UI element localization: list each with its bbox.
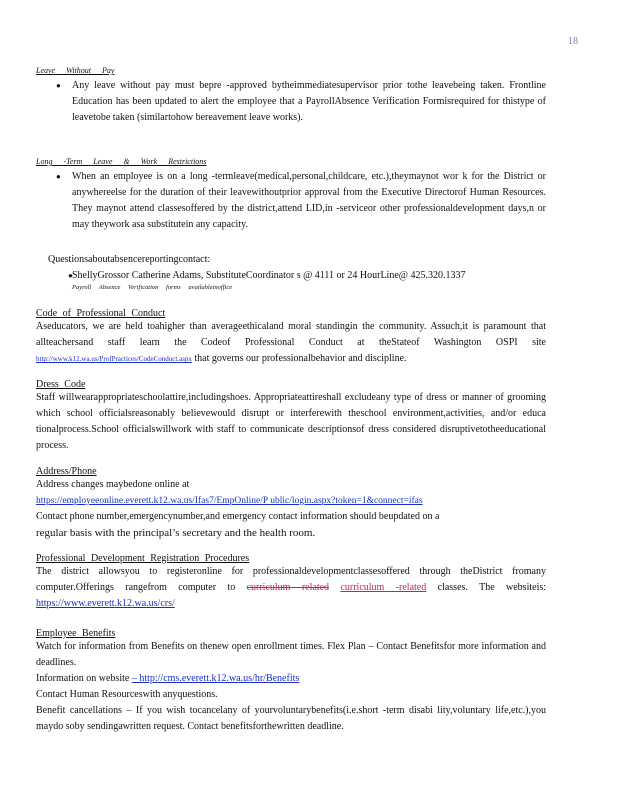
section-address-phone — [36, 466, 546, 541]
employee-benefits-heading: Employee Benefits — [36, 628, 116, 639]
benefits-link[interactable]: – http://cms.everett.k12.wa.us/hr/Benefits — [131, 673, 300, 684]
benefits-info-label: Information on website — [36, 673, 130, 684]
code-of-conduct-link[interactable]: http://www.k12.wa.us/ProfPractices/CodeConduct.aspx — [36, 355, 192, 363]
long-term-leave-bullet: ● When an employee is on a long -termleave(medical,personal,childcare, etc.),theymaynot wor k for the District or anywhereelse for the duration of their leavewithoutprior approval from the Executive Directorof Human Resources. They maynot attend classesoffered by the district,attend LID,in -serviceor other professionaldevelopment days,n or may theywork asa substitutein any capacity. — [36, 169, 546, 233]
dress-code-heading: Dress Code — [36, 379, 86, 390]
crs-link[interactable]: https://www.everett.k12.wa.us/crs/ — [36, 598, 175, 609]
benefits-text-3: Benefit cancellations – If you wish tocancelany of yourvoluntarybenefits(i.e.short -term disabi lity,voluntary life,etc.),you maydo soby sendingawritten request. Contact benefitsforthewritten deadline. — [36, 705, 546, 732]
section-leave-without-pay — [36, 66, 546, 126]
page-number: 18 — [568, 36, 578, 47]
employee-online-link[interactable]: https://employeeonline.everett.k12.wa.us/Ifas7/EmpOnline/P ublic/login.aspx?token=1&connect=ifas — [36, 496, 423, 506]
section-professional-development — [36, 553, 546, 612]
dress-code-text: Staff willwearappropriateschoolattire,includingshoes. Appropriateattireshall excludeany type of dress or manner of grooming which school officialsreasonably believewould disrupt or interferewith theschool environment,activities, and/or educa tionalprocess.School officialswillwork with staff to communicate descriptionsof dress considered disruptivetotheeducational process. — [36, 392, 546, 451]
address-text-2: Contact phone number,emergencynumber,and emergency contact information should beupdated on a — [36, 511, 440, 522]
long-term-leave-heading: Long -Term Leave & Work Restrictions — [36, 157, 207, 166]
code-of-conduct-text-before: Aseducators, we are held toahigher than averageethicaland moral standingin the community. Assuch,it is paramount that allteachersand staff learn the Codeof Professional Conduct at theStateof Washington OSPI site — [36, 321, 546, 348]
pd-text-after: classes. The websiteis: — [437, 582, 547, 593]
questions-label: Questionsaboutabsencereportingcontact: — [48, 254, 211, 265]
address-text-1: Address changes maybedone online at — [36, 479, 190, 490]
code-of-conduct-text — [36, 319, 546, 367]
benefits-info-line — [36, 671, 546, 687]
questions-bullet: ● ShellyGrossor Catherine Adams, SubstituteCoordinator s @ 4111 or 24 HourLine@ 425.320.1337 — [48, 268, 548, 284]
address-phone-heading: Address/Phone — [36, 466, 97, 477]
benefits-text-2: Contact Human Resourceswith anyquestions. — [36, 689, 218, 700]
code-of-conduct-heading: Code of Professional Conduct — [36, 308, 166, 319]
benefits-text-1: Watch for information from Benefits on thenew open enrollment times. Flex Plan – Contact Benefitsfor more information and deadlines. — [36, 641, 546, 668]
forms-note: Payroll Absence Verification forms availableinoffice — [72, 284, 233, 291]
section-questions — [48, 252, 548, 291]
section-dress-code — [36, 379, 546, 454]
pd-struck-text: curriculum related — [246, 582, 330, 593]
pd-text-before: The district allowsyou to registeronline for professionaldevelopmentclassesoffered through theDistrict fromany computer.Offerings rangefrom computer to — [36, 566, 546, 593]
professional-development-heading: Professional Development Registration Procedures — [36, 553, 250, 564]
section-long-term-leave — [36, 157, 546, 233]
professional-development-text — [36, 564, 546, 612]
address-text-3: regular basis with the principal’s secretary and the health room. — [36, 527, 316, 539]
leave-without-pay-heading: Leave Without Pay — [36, 66, 115, 75]
section-code-of-conduct — [36, 308, 546, 367]
pd-inserted-text: curriculum -related — [340, 582, 427, 593]
code-of-conduct-text-after: that governs our professionalbehavior and discipline. — [194, 353, 407, 364]
leave-without-pay-bullet: ● Any leave without pay must bepre -approved bytheimmediatesupervisor prior tothe leavebeing taken. Frontline Education has been updated to alert the employee that a PayrollAbsence Verification Formisrequired for thistype of leavetobe taken (similartohow bereavement leave works). — [36, 78, 546, 126]
section-employee-benefits — [36, 628, 546, 735]
